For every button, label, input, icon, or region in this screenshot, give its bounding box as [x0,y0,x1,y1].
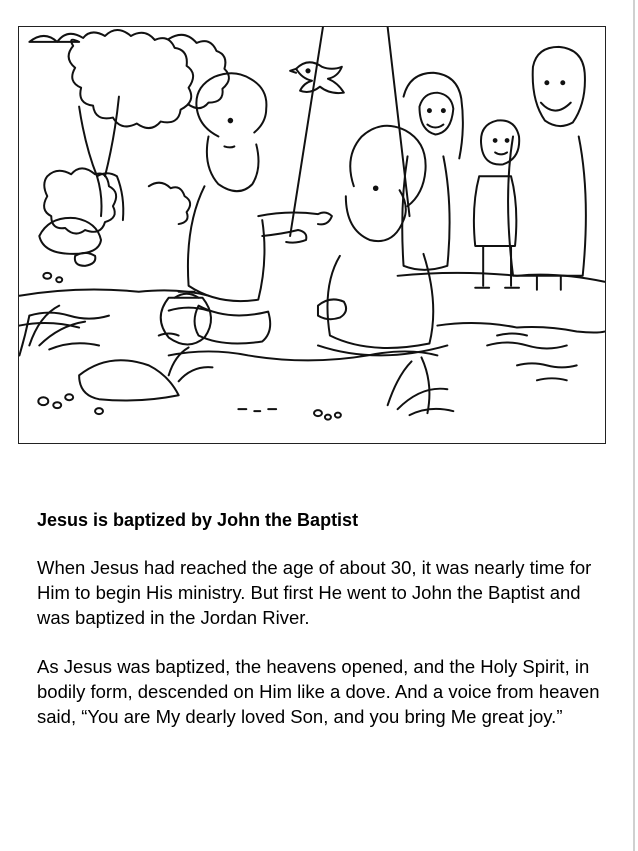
jesus-figure [318,126,447,356]
river-water-ripples [29,308,576,381]
river-bank [19,273,604,333]
story-paragraph-1: When Jesus had reached the age of about 30, it was nearly time for Him to begin His ministry. But first He went to John the Baptist and was baptized in the Jordan River. [37,557,592,628]
heaven-light-rays [290,27,409,236]
old-man-figure [508,47,586,290]
page-edge-divider [633,0,635,851]
baptism-scene-illustration [18,26,606,444]
tree-foliage [29,30,229,234]
story-title: Jesus is baptized by John the Baptist [37,510,359,530]
story-paragraph-2: As Jesus was baptized, the heavens opened, and the Holy Spirit, in bodily form, descended on Him like a dove. And a voice from heaven said, “You are My dearly loved Son, and you bring Me great joy.” [37,656,600,727]
foreground-plants [19,306,453,420]
rocks-left-bank [39,218,101,282]
story-text-block [37,508,607,753]
woman-figure [402,73,463,270]
clay-jar [161,292,211,345]
